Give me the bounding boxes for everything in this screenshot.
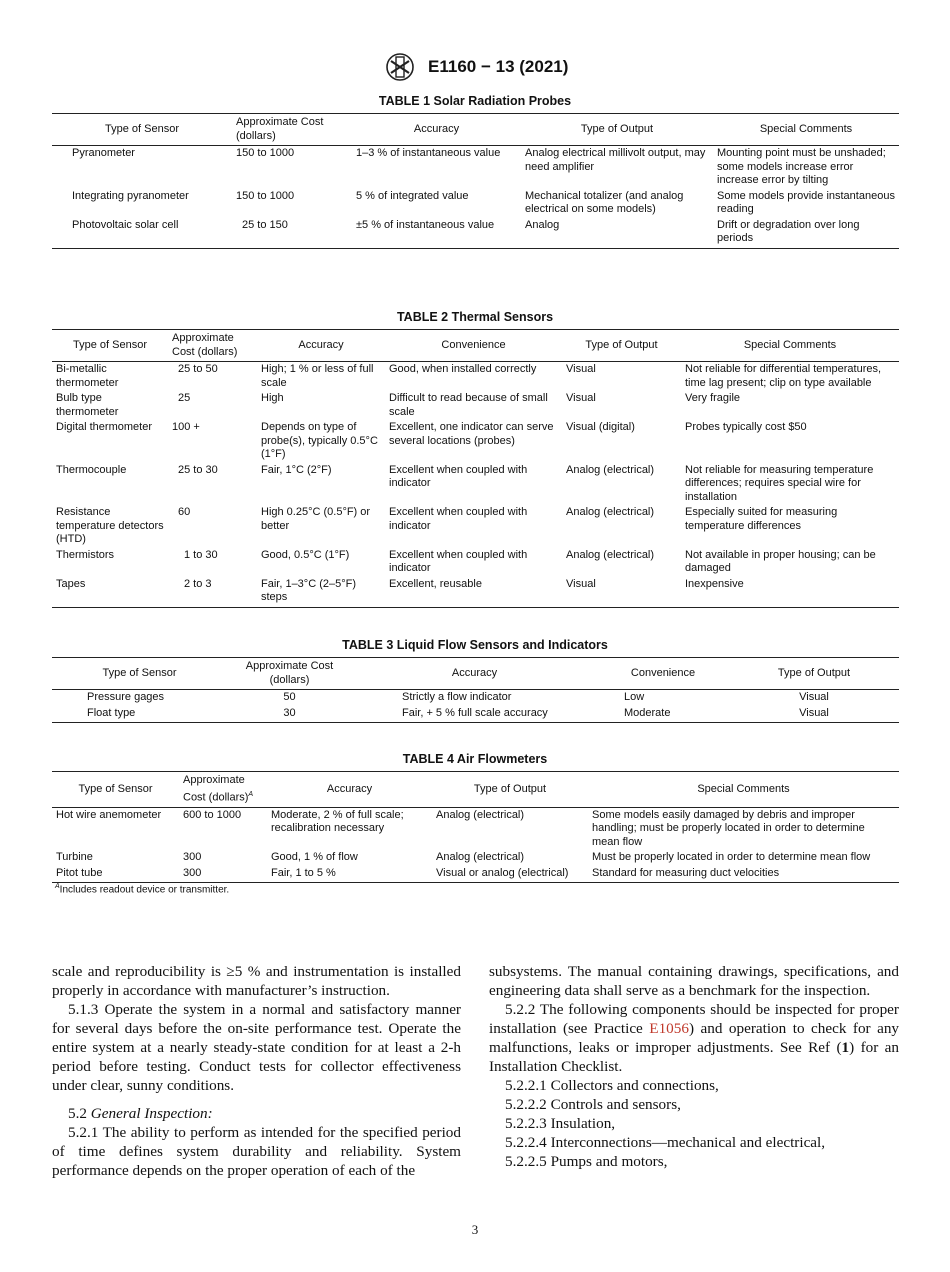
list-item: 5.2.2.3 Insulation, <box>505 1115 616 1132</box>
table-row <box>52 420 899 463</box>
table-cell: Good, when installed correctly <box>389 363 537 375</box>
table-cell: Difficult to read because of small scale <box>389 392 548 418</box>
table1-caption: TABLE 1 Solar Radiation Probes <box>378 94 572 108</box>
list-item: 5.2.2.5 Pumps and motors, <box>505 1153 668 1170</box>
table4-header-cost-text: Approximate Cost (dollars) <box>183 774 249 804</box>
table-cell: 300 <box>183 851 202 864</box>
table-cell: Moderate, 2 % of full scale; recalibration necessary <box>271 808 404 835</box>
table-cell: 2 to 3 <box>168 577 257 608</box>
paragraph-5-2-1: 5.2.1 The ability to perform as intended for the specified period of time defines system durability and reliability. System performance depends on the proper operation of each of the <box>52 1124 461 1179</box>
page-number: 3 <box>471 1222 479 1237</box>
table-cell: Drift or degradation over long periods <box>713 218 899 249</box>
body-left-column <box>52 962 461 1180</box>
e1056-link[interactable]: E1056 <box>649 1020 689 1037</box>
table2-header-type: Type of Sensor <box>52 330 168 362</box>
table-cell: ±5 % of instantaneous value <box>352 218 521 249</box>
table-cell: Pressure gages <box>87 691 165 703</box>
section-heading-5-2 <box>52 1104 461 1123</box>
table2-header-output: Type of Output <box>562 330 681 362</box>
table2-header-convenience: Convenience <box>385 330 562 362</box>
table-cell: Tapes <box>52 577 168 608</box>
table-cell: Good, 0.5°C (1°F) <box>261 548 350 561</box>
table3-caption: TABLE 3 Liquid Flow Sensors and Indicators <box>342 638 608 652</box>
table-cell: 25 to 150 <box>232 218 352 249</box>
paragraph-5-2-2 <box>489 1000 899 1076</box>
table3-header-accuracy: Accuracy <box>352 658 597 690</box>
table-cell: 30 <box>227 706 352 723</box>
table-cell: Visual <box>562 577 681 608</box>
table4-header-cost <box>179 772 267 808</box>
table-cell: Analog (electrical) <box>436 808 525 821</box>
table-row <box>52 505 899 548</box>
table-cell: Must be properly located in order to determine mean flow <box>592 851 871 864</box>
table-cell: Visual <box>566 363 596 375</box>
table4-caption: TABLE 4 Air Flowmeters <box>402 752 548 766</box>
table-cell: Not reliable for differential temperatures, time lag present; clip on type available <box>685 363 882 389</box>
table2-header-accuracy: Accuracy <box>257 330 385 362</box>
table-cell: High; 1 % or less of full scale <box>261 363 374 389</box>
table2-header-comments: Special Comments <box>681 330 899 362</box>
table-row <box>52 577 899 608</box>
table4-header-type: Type of Sensor <box>52 772 179 808</box>
table-cell: Very fragile <box>685 392 741 404</box>
table-cell: Some models easily damaged by debris and improper handling; must be properly located in order to determine mean flow <box>592 808 865 848</box>
paragraph-text: 5.2.2 The following components should be inspected for proper installation (see Practice <box>489 1001 899 1037</box>
table-cell: 100 + <box>172 421 200 433</box>
table4-air-flowmeters <box>52 771 899 883</box>
table-cell: 25 <box>178 392 191 404</box>
table-cell: Resistance temperature detectors (HTD) <box>56 506 164 545</box>
table-cell: 150 to 1000 <box>236 147 295 159</box>
paragraph: scale and reproducibility is ≥5 % and instrumentation is installed properly in accordance with manufacturer’s instruction. <box>52 963 461 999</box>
table3-header-output: Type of Output <box>729 658 899 690</box>
section-title: General Inspection: <box>90 1105 213 1122</box>
footnote-mark: A <box>55 883 60 890</box>
table-cell: 5 % of integrated value <box>356 189 469 202</box>
table-row <box>52 866 899 883</box>
table-cell: Excellent when coupled with indicator <box>389 463 528 489</box>
table-row <box>52 146 899 189</box>
table-cell: Excellent when coupled with indicator <box>389 506 528 532</box>
table-cell: Photovoltaic solar cell <box>52 218 232 249</box>
table-cell: Some models provide instantaneous reading <box>717 189 895 215</box>
table-cell: Visual <box>729 706 899 723</box>
page-header <box>0 52 950 82</box>
table-cell: Good, 1 % of flow <box>271 851 358 864</box>
table1-header-cost: Approximate Cost (dollars) <box>232 114 352 146</box>
paragraph-5-1-3: 5.1.3 Operate the system in a normal and satisfactory manner for several days before the on-site performance test. Operate the entire system at a nearly steady-state condition for at least a 2-h period before testing. Conduct tests for collector effectiveness under clear, sunny conditions. <box>52 1001 461 1094</box>
table-cell: High 0.25°C (0.5°F) or better <box>261 506 371 532</box>
table4-footnote <box>55 883 229 895</box>
table-cell: Analog (electrical) <box>566 463 655 476</box>
table1-header-accuracy: Accuracy <box>352 114 521 146</box>
table-row <box>52 218 899 249</box>
table1-header-output: Type of Output <box>521 114 713 146</box>
table-cell: Pitot tube <box>52 866 179 883</box>
paragraph-text: ) and operation to check for any malfunctions, leaks or improper adjustments. See Ref ( <box>489 1020 900 1056</box>
table-row <box>52 189 899 218</box>
table-cell: Analog (electrical) <box>436 851 525 864</box>
table-cell: Analog (electrical) <box>566 506 655 518</box>
table-cell: Standard for measuring duct velocities <box>588 866 899 883</box>
table-cell: Visual (digital) <box>566 421 635 433</box>
table-cell: Probes typically cost $50 <box>685 421 807 433</box>
table2-header-cost: Approximate Cost (dollars) <box>168 330 257 362</box>
table-cell: Analog (electrical) <box>566 548 655 561</box>
table-cell: 50 <box>283 691 296 703</box>
list-item: 5.2.2.4 Interconnections—mechanical and electrical, <box>505 1134 826 1151</box>
table-cell: High <box>261 392 284 404</box>
table-cell: Thermistors <box>56 548 115 561</box>
table1-header-type: Type of Sensor <box>52 114 232 146</box>
table-cell: Hot wire anemometer <box>56 808 162 821</box>
table-cell: Visual <box>566 392 596 404</box>
table-cell: Fair, 1°C (2°F) <box>261 463 332 476</box>
table-cell: Fair, + 5 % full scale accuracy <box>352 706 597 723</box>
table-cell: Integrating pyranometer <box>72 189 189 202</box>
table-cell: Bulb type thermometer <box>56 392 119 418</box>
table-row <box>52 690 899 706</box>
table-cell: Thermocouple <box>56 463 127 476</box>
paragraph-text: ) for an Installation Checklist. <box>489 1039 899 1075</box>
list-item: 5.2.2.1 Collectors and connections, <box>505 1077 719 1094</box>
table-cell: Analog electrical millivolt output, may need amplifier <box>525 147 706 173</box>
table-row <box>52 362 899 392</box>
table-cell: Strictly a flow indicator <box>402 691 512 703</box>
table-cell: Low <box>624 691 645 703</box>
table-cell: Bi-metallic thermometer <box>56 363 119 389</box>
reference-link[interactable]: 1 <box>841 1039 850 1056</box>
table3-header-convenience: Convenience <box>597 658 729 690</box>
table-cell: Inexpensive <box>681 577 899 608</box>
table-cell: Float type <box>52 706 227 723</box>
footnote-text: Includes readout device or transmitter. <box>59 884 230 896</box>
standard-designation: E1160 − 13 (2021) <box>428 57 569 76</box>
table-row <box>52 807 899 850</box>
table-cell: Visual <box>799 691 829 703</box>
table-row <box>52 391 899 420</box>
table-cell: 600 to 1000 <box>183 808 242 821</box>
table-cell: Excellent, reusable <box>385 577 562 608</box>
table-cell: Depends on type of probe(s), typically 0.5°C (1°F) <box>261 421 378 460</box>
table-cell: 150 to 1000 <box>236 189 295 202</box>
section-number: 5.2 <box>68 1105 87 1122</box>
table-cell: 1 to 30 <box>184 548 218 561</box>
table-cell: 60 <box>178 506 191 518</box>
paragraph: subsystems. The manual containing drawings, specifications, and engineering data shall serve as a benchmark for the inspection. <box>489 963 899 999</box>
body-right-column <box>489 962 899 1171</box>
table-cell: Analog <box>521 218 713 249</box>
table-cell: Turbine <box>56 851 93 864</box>
table-cell: Mechanical totalizer (and analog electrical on some models) <box>525 189 684 215</box>
table3-header-cost: Approximate Cost (dollars) <box>227 658 352 690</box>
table2-caption: TABLE 2 Thermal Sensors <box>396 310 554 324</box>
table-cell: Visual or analog (electrical) <box>432 866 588 883</box>
table-cell: Pyranometer <box>72 147 135 159</box>
table2-thermal-sensors <box>52 329 899 608</box>
table-cell: Mounting point must be unshaded; some models increase error increase error by tilting <box>717 147 886 186</box>
table-cell: Excellent when coupled with indicator <box>389 548 528 574</box>
table-row <box>52 463 899 506</box>
table4-header-comments: Special Comments <box>588 772 899 808</box>
table-row <box>52 706 899 723</box>
table-cell: Moderate <box>597 706 729 723</box>
list-item: 5.2.2.2 Controls and sensors, <box>505 1096 681 1113</box>
table4-header-accuracy: Accuracy <box>267 772 432 808</box>
table-cell: Excellent, one indicator can serve several locations (probes) <box>389 421 554 447</box>
table-cell: 300 <box>179 866 267 883</box>
table-cell: Especially suited for measuring temperature differences <box>685 506 838 532</box>
table4-header-output: Type of Output <box>432 772 588 808</box>
table-cell: 25 to 30 <box>178 463 218 476</box>
table1-solar-radiation-probes <box>52 113 899 249</box>
table1-header-comments: Special Comments <box>713 114 899 146</box>
footnote-mark: A <box>248 790 254 798</box>
table-row <box>52 548 899 577</box>
table-cell: 1–3 % of instantaneous value <box>356 147 501 159</box>
astm-logo-icon <box>382 52 418 82</box>
table3-liquid-flow-sensors <box>52 657 899 723</box>
table-cell: Digital thermometer <box>56 421 152 433</box>
table-cell: Fair, 1 to 5 % <box>267 866 432 883</box>
table-cell: Fair, 1–3°C (2–5°F) steps <box>257 577 385 608</box>
table-cell: Not reliable for measuring temperature differences; requires special wire for installation <box>685 463 874 503</box>
table-row <box>52 850 899 866</box>
table-cell: 25 to 50 <box>178 363 218 375</box>
table3-header-type: Type of Sensor <box>52 658 227 690</box>
table-cell: Not available in proper housing; can be damaged <box>685 548 876 574</box>
